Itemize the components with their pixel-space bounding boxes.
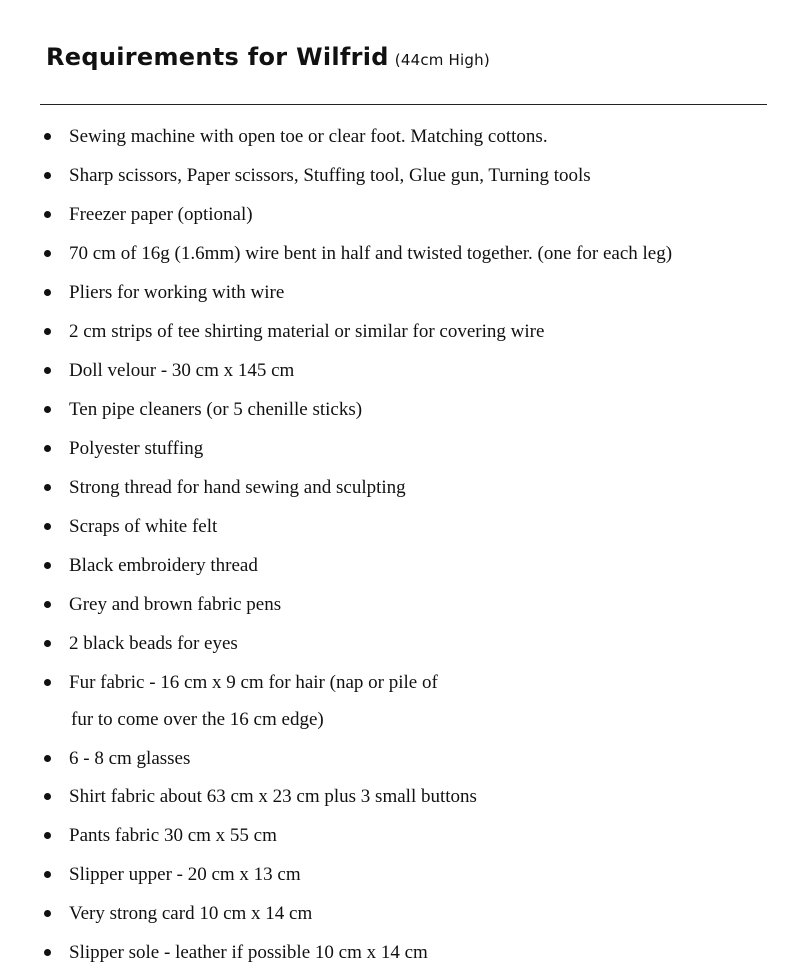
requirement-text: 70 cm of 16g (1.6mm) wire bent in half and twisted together. (one for each leg) (69, 243, 673, 264)
bullet-icon (44, 445, 51, 452)
bullet-icon (44, 601, 51, 608)
requirement-text: Strong thread for hand sewing and sculpting (69, 477, 406, 498)
requirement-text-continuation: fur to come over the 16 cm edge) (71, 709, 324, 730)
page-title (46, 38, 490, 70)
bullet-icon (44, 871, 51, 878)
title-subtitle: (44cm High) (394, 51, 490, 69)
bullet-icon (44, 172, 51, 179)
requirement-text: Freezer paper (optional) (69, 204, 253, 225)
bullet-icon (44, 755, 51, 762)
requirement-text: Pants fabric 30 cm x 55 cm (69, 825, 277, 846)
requirement-text: Doll velour - 30 cm x 145 cm (69, 360, 295, 381)
bullet-icon (44, 832, 51, 839)
requirement-text: 2 black beads for eyes (69, 633, 238, 654)
requirement-text: 2 cm strips of tee shirting material or similar for covering wire (69, 321, 545, 342)
requirement-text: Sewing machine with open toe or clear foot. Matching cottons. (69, 126, 548, 147)
requirement-text: Slipper upper - 20 cm x 13 cm (69, 864, 301, 885)
bullet-icon (44, 793, 51, 800)
requirement-text: Shirt fabric about 63 cm x 23 cm plus 3 small buttons (69, 786, 477, 807)
bullet-icon (44, 250, 51, 257)
bullet-icon (44, 406, 51, 413)
bullet-icon (44, 367, 51, 374)
bullet-icon (44, 523, 51, 530)
bullet-icon (44, 133, 51, 140)
requirement-text: Very strong card 10 cm x 14 cm (69, 903, 313, 924)
bullet-icon (44, 562, 51, 569)
requirement-text: Black embroidery thread (69, 555, 258, 576)
bullet-icon (44, 640, 51, 647)
requirement-text: Polyester stuffing (69, 438, 204, 459)
requirement-text: Sharp scissors, Paper scissors, Stuffing tool, Glue gun, Turning tools (69, 165, 591, 186)
requirement-text: Pliers for working with wire (69, 282, 285, 303)
bullet-icon (44, 328, 51, 335)
requirement-text: Fur fabric - 16 cm x 9 cm for hair (nap or pile of (69, 672, 438, 693)
requirement-text: Grey and brown fabric pens (69, 594, 282, 615)
bullet-icon (44, 910, 51, 917)
title-divider (40, 104, 767, 105)
bullet-icon (44, 679, 51, 686)
bullet-icon (44, 484, 51, 491)
bullet-icon (44, 289, 51, 296)
requirement-text: Slipper sole - leather if possible 10 cm x 14 cm (69, 942, 428, 963)
requirement-text: Scraps of white felt (69, 516, 218, 537)
requirement-text: 6 - 8 cm glasses (69, 748, 191, 769)
title-main: Requirements for Wilfrid (46, 43, 389, 71)
bullet-icon (44, 211, 51, 218)
bullet-icon (44, 949, 51, 956)
requirement-text: Ten pipe cleaners (or 5 chenille sticks) (69, 399, 363, 420)
